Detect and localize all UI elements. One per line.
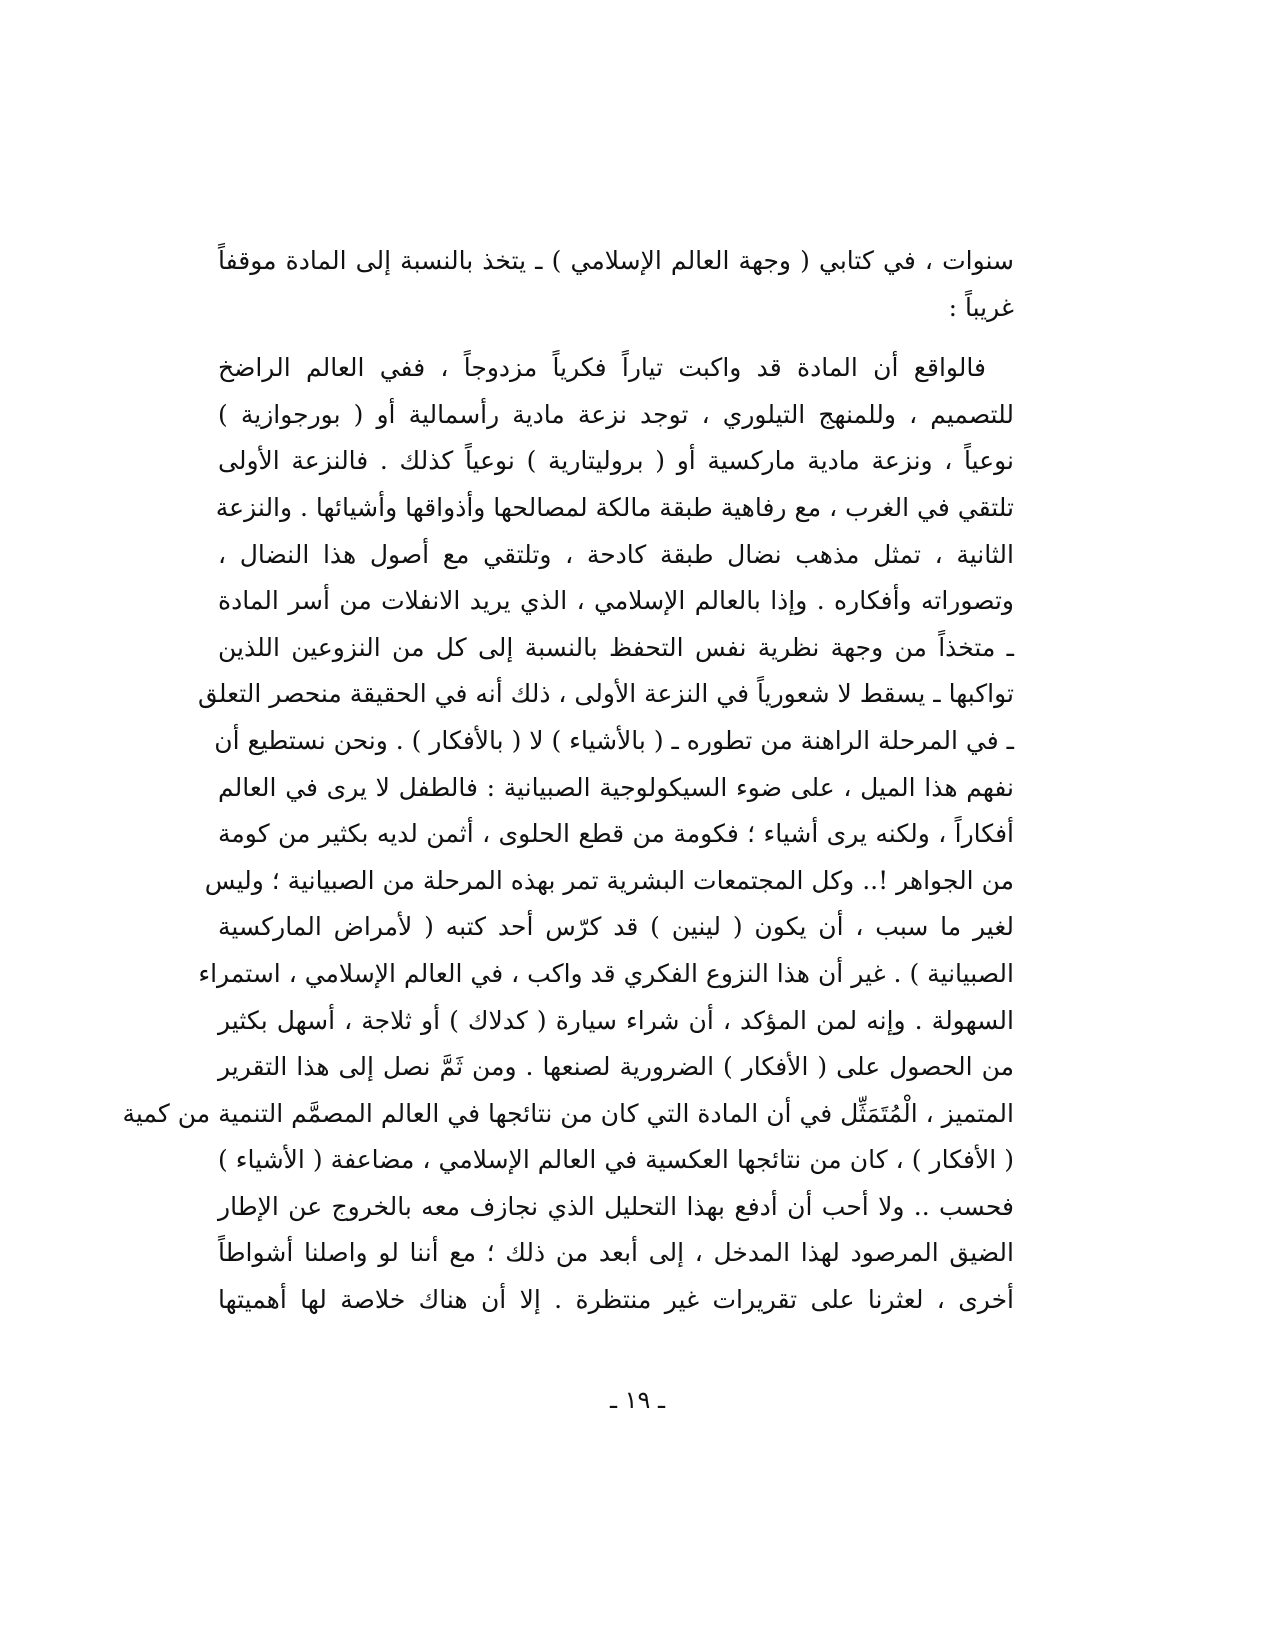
paragraph-1 <box>218 238 1014 331</box>
text-line: لغير ما سبب ، أن يكون ( لينين ) قد كرّس أحد كتبه ( لأمراض الماركسية <box>218 912 1015 942</box>
body-text <box>122 238 1015 1324</box>
text-line: من الجواهر !.. وكل المجتمعات البشرية تمر بهذه المرحلة من الصبيانية ؛ وليس <box>204 865 1014 895</box>
text-line: سنوات ، في كتابي ( وجهة العالم الإسلامي ) ـ يتخذ بالنسبة إلى المادة موقفاً <box>218 246 1014 275</box>
text-line: السهولة . وإنه لمن المؤكد ، أن شراء سيارة ( كدلاك ) أو ثلاجة ، أسهل بكثير <box>218 1005 1014 1035</box>
page-number: ـ ١٩ ـ <box>609 1386 666 1414</box>
text-line: تلتقي في الغرب ، مع رفاهية طبقة مالكة لمصالحها وأذواقها وأشيائها . والنزعة <box>215 492 1014 522</box>
text-line: فالواقع أن المادة قد واكبت تياراً فكرياً مزدوجاً ، ففي العالم الراضخ <box>218 353 986 383</box>
text-line: غريباً : <box>948 292 1014 322</box>
text-line: من الحصول على ( الأفكار ) الضرورية لصنعها . ومن ثَمَّ نصل إلى هذا التقرير <box>218 1052 1014 1082</box>
text-line: ( الأفكار ) ، كان من نتائجها العكسية في العالم الإسلامي ، مضاعفة ( الأشياء ) <box>218 1145 1014 1175</box>
text-line: الثانية ، تمثل مذهب نضال طبقة كادحة ، وتلتقي مع أصول هذا النضال ، <box>218 539 1014 569</box>
text-line: تواكبها ـ يسقط لا شعورياً في النزعة الأولى ، ذلك أنه في الحقيقة منحصر التعلق <box>198 679 1014 709</box>
text-line: للتصميم ، وللمنهج التيلوري ، توجد نزعة مادية رأسمالية أو ( بورجوازية ) <box>218 399 1014 429</box>
text-line: ـ في المرحلة الراهنة من تطوره ـ ( بالأشياء ) لا ( بالأفكار ) . ونحن نستطيع أن <box>214 725 1014 755</box>
text-line: نفهم هذا الميل ، على ضوء السيكولوجية الصبيانية : فالطفل لا يرى في العالم <box>218 772 1014 802</box>
text-line: ـ متخذاً من وجهة نظرية نفس التحفظ بالنسبة إلى كل من النزوعين اللذين <box>218 632 1014 662</box>
text-line: نوعياً ، ونزعة مادية ماركسية أو ( بروليتارية ) نوعياً كذلك . فالنزعة الأولى <box>218 446 1014 476</box>
text-line: الضيق المرصود لهذا المدخل ، إلى أبعد من ذلك ؛ مع أننا لو واصلنا أشواطاً <box>218 1238 1014 1268</box>
paragraph-2 <box>122 345 1015 1323</box>
text-line: المتميز ، الْمُتَمَثِّل في أن المادة التي كان من نتائجها في العالم المصمَّم التنمية من كمية <box>122 1098 1014 1128</box>
text-line: أخرى ، لعثرنا على تقريرات غير منتظرة . إلا أن هناك خلاصة لها أهميتها <box>218 1285 1014 1315</box>
text-line: الصبيانية ) . غير أن هذا النزوع الفكري قد واكب ، في العالم الإسلامي ، استمراء <box>198 958 1014 988</box>
text-line: أفكاراً ، ولكنه يرى أشياء ؛ فكومة من قطع الحلوى ، أثمن لديه بكثير من كومة <box>218 819 1014 849</box>
text-line: فحسب .. ولا أحب أن أدفع بهذا التحليل الذي نجازف معه بالخروج عن الإطار <box>218 1191 1014 1221</box>
text-line: وتصوراته وأفكاره . وإذا بالعالم الإسلامي ، الذي يريد الانفلات من أسر المادة <box>218 586 1014 616</box>
